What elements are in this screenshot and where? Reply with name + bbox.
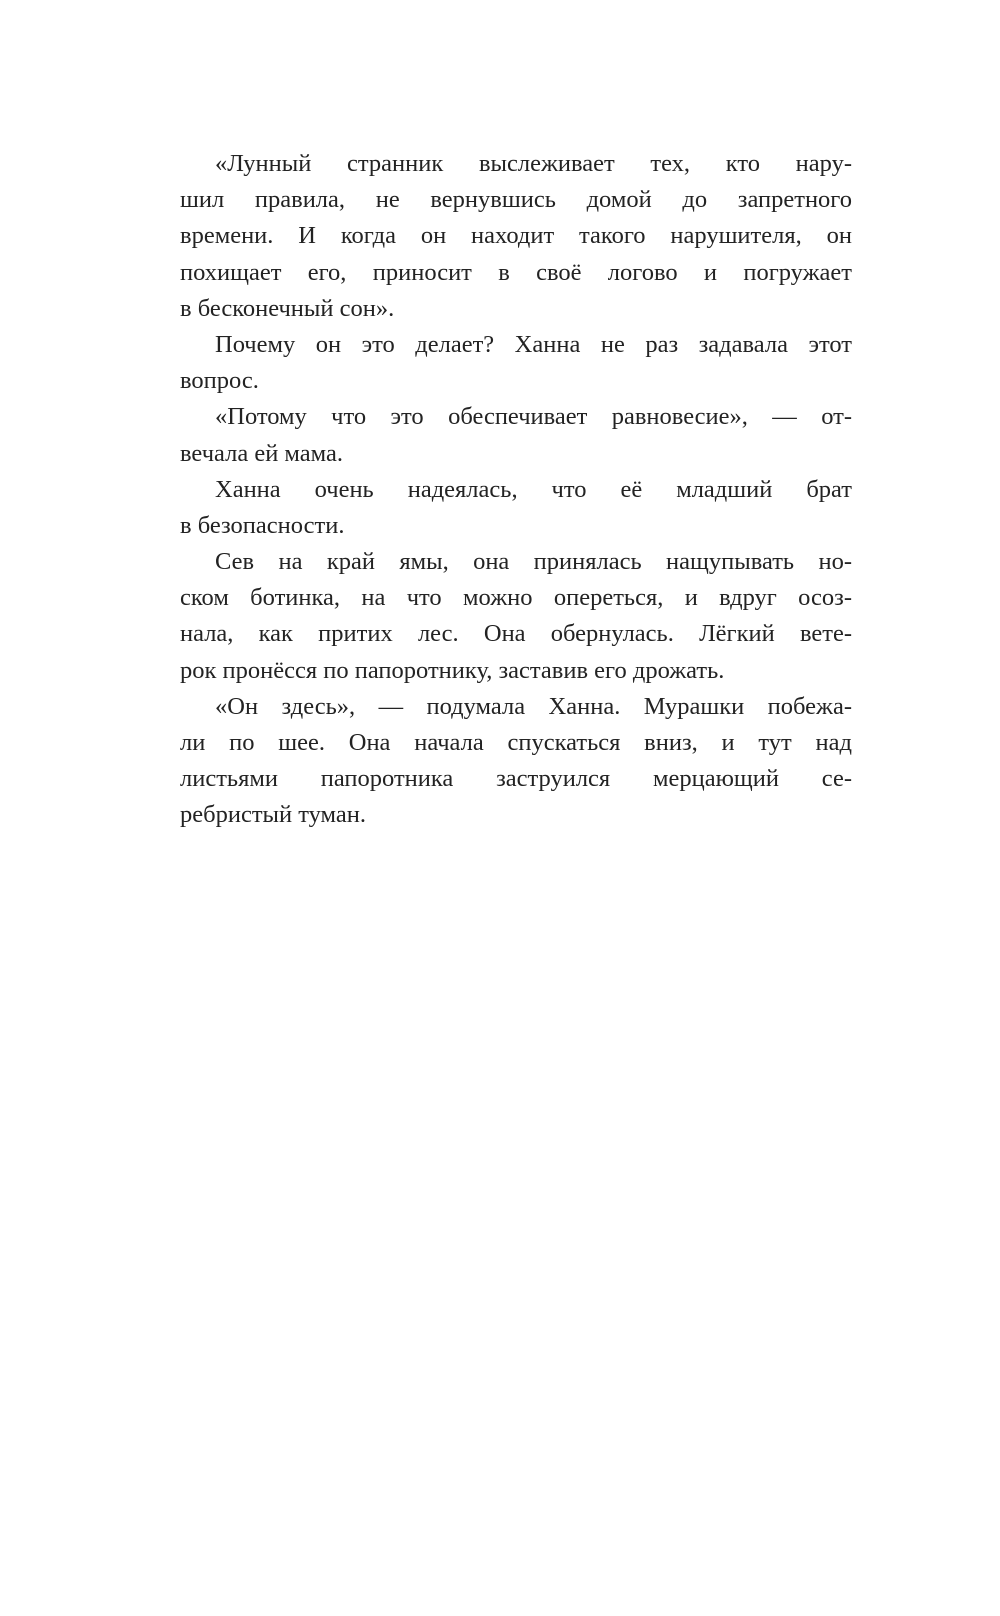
text-line: похищает его, приносит в своё логово и погружает: [180, 258, 852, 286]
text-line: рок пронёсся по папоротнику, заставив его дрожать.: [180, 656, 725, 684]
paragraph: [180, 472, 852, 544]
text-line: вопрос.: [180, 367, 259, 395]
text-line: Ханна очень надеялась, что её младший брат: [215, 475, 852, 503]
text-line: ребристый туман.: [180, 801, 366, 829]
text-line: ли по шее. Она начала спускаться вниз, и тут над: [180, 729, 852, 756]
text-line: в бесконечный сон».: [180, 294, 395, 322]
paragraph: [180, 399, 852, 471]
paragraph: [180, 689, 852, 834]
text-line: Сев на край ямы, она принялась нащупывать но-: [215, 548, 852, 576]
text-line: Почему он это делает? Ханна не раз задавала этот: [215, 330, 852, 358]
page-body-text: [180, 146, 852, 834]
text-line: нала, как притих лес. Она обернулась. Лёгкий вете-: [180, 620, 852, 648]
text-line: листьями папоротника заструился мерцающий се-: [180, 765, 852, 793]
text-line: в безопасности.: [180, 511, 345, 539]
text-line: шил правила, не вернувшись домой до запретного: [180, 186, 852, 214]
text-line: времени. И когда он находит такого нарушителя, он: [180, 222, 852, 250]
text-line: «Потому что это обеспечивает равновесие», — от-: [215, 403, 852, 431]
text-line: вечала ей мама.: [180, 439, 343, 467]
paragraph: [180, 327, 852, 399]
text-line: «Он здесь», — подумала Ханна. Мурашки побежа-: [215, 692, 852, 720]
text-line: ском ботинка, на что можно опереться, и вдруг осоз-: [180, 584, 852, 612]
paragraph: [180, 146, 852, 327]
text-line: «Лунный странник выслеживает тех, кто нару-: [215, 150, 852, 177]
paragraph: [180, 544, 852, 689]
